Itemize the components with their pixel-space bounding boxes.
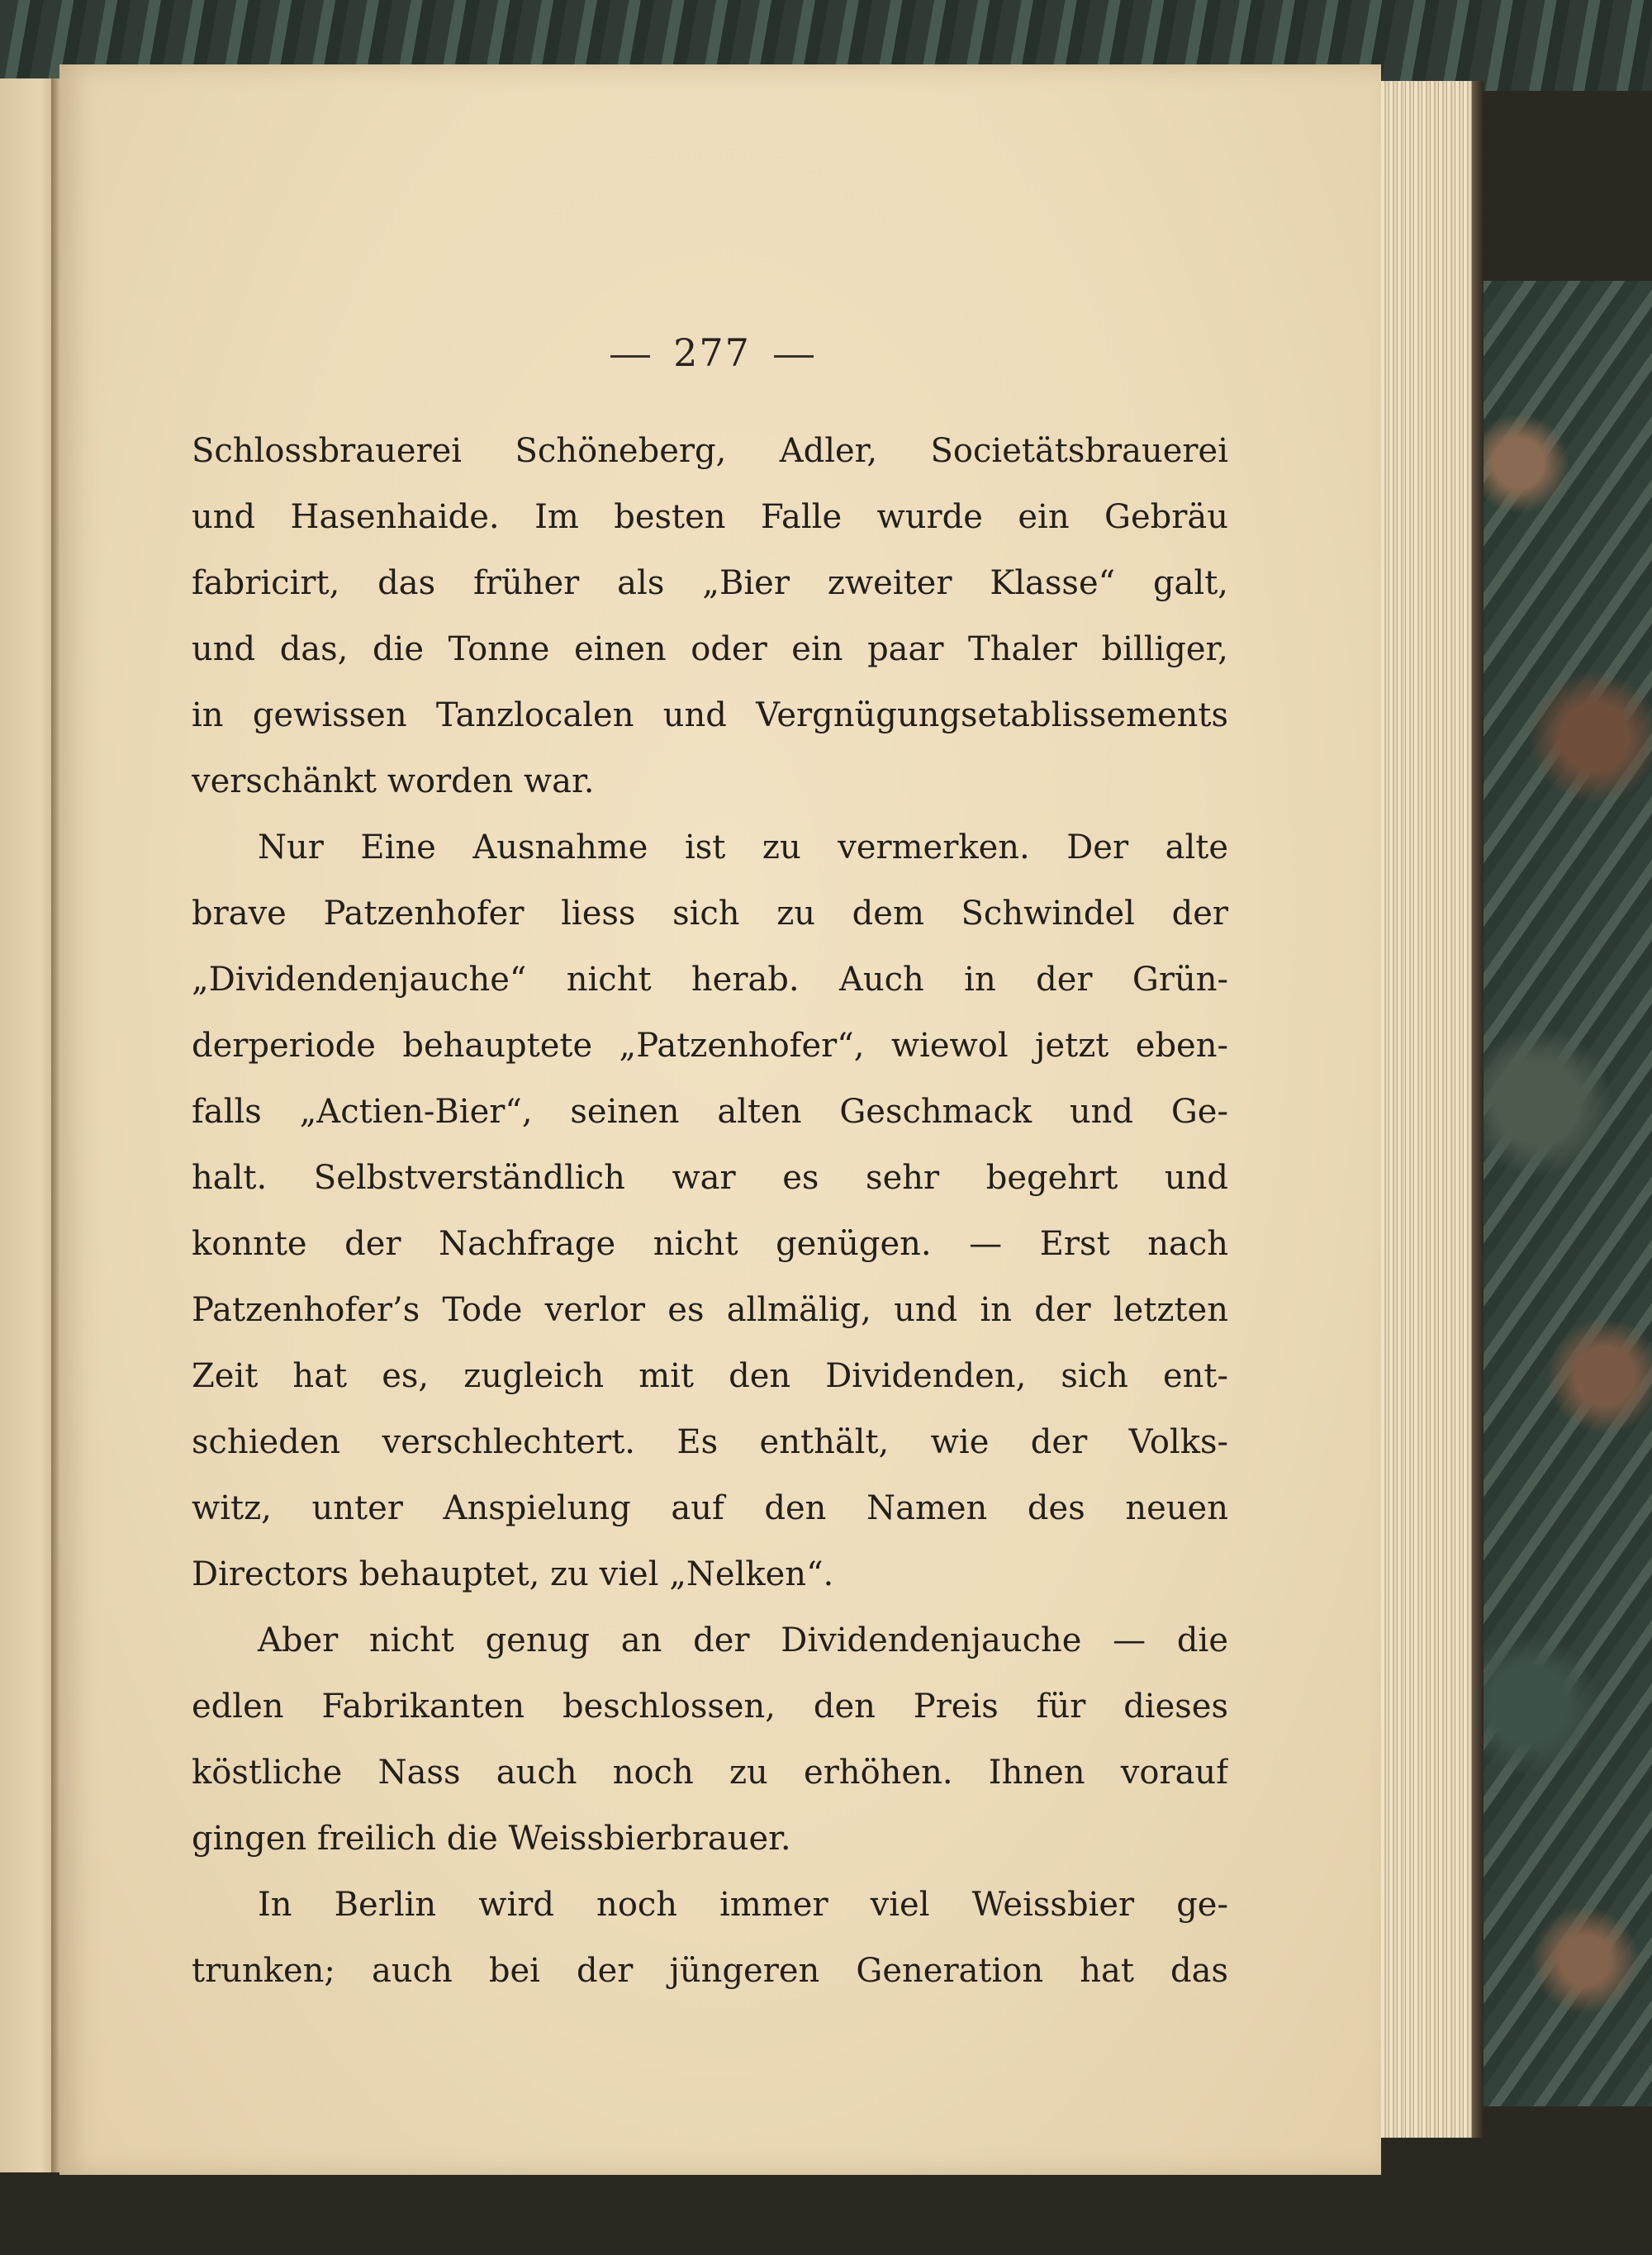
text-line: konnte der Nachfrage nicht genügen. — Erst nach	[192, 1225, 1228, 1263]
previous-page-edge	[0, 78, 58, 2172]
text-line: Zeit hat es, zugleich mit den Dividenden, sich ent-	[192, 1357, 1228, 1395]
text-line: Patzenhofer’s Tode verlor es allmälig, und in der letzten	[192, 1291, 1228, 1329]
text-line: und Hasenhaide. Im besten Falle wurde ein Gebräu	[192, 498, 1228, 536]
text-line: Nur Eine Ausnahme ist zu vermerken. Der alte	[258, 828, 1228, 866]
text-line: witz, unter Anspielung auf den Namen des neuen	[192, 1489, 1228, 1527]
text-line: edlen Fabrikanten beschlossen, den Preis für dieses	[192, 1688, 1228, 1726]
body-text	[192, 418, 1228, 2004]
text-line: brave Patzenhofer liess sich zu dem Schwindel der	[192, 895, 1228, 933]
text-line: Directors behauptet, zu viel „Nelken“.	[192, 1555, 834, 1593]
text-line: derperiode behauptete „Patzenhofer“, wiewol jetzt eben-	[192, 1027, 1228, 1065]
book-page	[59, 64, 1381, 2175]
text-line: „Dividendenjauche“ nicht herab. Auch in der Grün-	[192, 961, 1228, 999]
text-line: falls „Actien-Bier“, seinen alten Geschmack und Ge-	[192, 1093, 1228, 1131]
text-line: gingen freilich die Weissbierbrauer.	[192, 1820, 791, 1858]
text-line: verschänkt worden war.	[192, 762, 595, 800]
page-number-header	[59, 330, 1365, 375]
header-dash-right	[774, 355, 814, 358]
text-line: und das, die Tonne einen oder ein paar Thaler billiger,	[192, 630, 1228, 668]
text-line: köstliche Nass auch noch zu erhöhen. Ihnen vorauf	[192, 1754, 1228, 1792]
marbled-endpaper	[1462, 281, 1652, 2106]
text-line: trunken; auch bei der jüngeren Generation hat das	[192, 1952, 1228, 1990]
header-dash-left	[610, 355, 650, 358]
text-line: halt. Selbstverständlich war es sehr begehrt und	[192, 1159, 1228, 1197]
page-fore-edge	[1381, 81, 1472, 2138]
text-line: In Berlin wird noch immer viel Weissbier ge-	[258, 1886, 1228, 1924]
text-line: fabricirt, das früher als „Bier zweiter Klasse“ galt,	[192, 564, 1228, 602]
text-line: Schlossbrauerei Schöneberg, Adler, Societätsbrauerei	[192, 432, 1228, 470]
page-number: 277	[673, 330, 751, 375]
text-line: Aber nicht genug an der Dividendenjauche — die	[258, 1621, 1228, 1659]
fore-edge-shadow	[1472, 81, 1483, 2138]
text-line: in gewissen Tanzlocalen und Vergnügungsetablissements	[192, 696, 1228, 734]
text-line: schieden verschlechtert. Es enthält, wie der Volks-	[192, 1423, 1228, 1461]
